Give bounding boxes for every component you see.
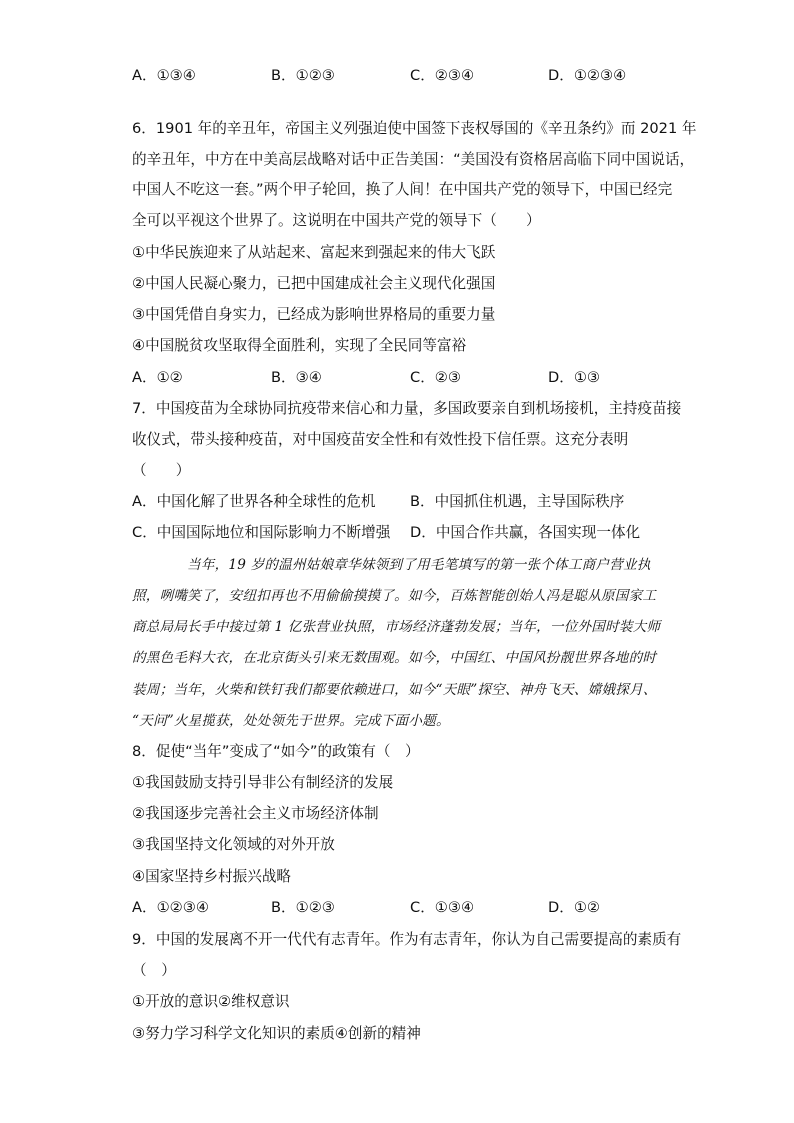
q6-option-a: A．①② [132, 369, 183, 386]
q7-option-b: B．中国抓住机遇，主导国际秩序 [410, 493, 625, 510]
q6-option-b: B．③④ [271, 369, 322, 386]
q6-item: ④中国脱贫攻坚取得全面胜利，实现了全民同等富裕 [132, 337, 467, 354]
q8-option-d: D．①② [548, 899, 600, 916]
q9-item: ①开放的意识②维权意识 [132, 993, 290, 1010]
q7-option-d: D．中国合作共赢，各国实现一体化 [410, 524, 641, 541]
q8-option-b: B．①②③ [271, 899, 335, 916]
q6-stem-line: 6．1901 年的辛丑年，帝国主义列强迫使中国签下丧权辱国的《辛丑条约》而 2021 年 [132, 120, 697, 137]
q6-stem-line: 中国人不吃这一套。”两个甲子轮回，换了人间！在中国共产党的领导下，中国已经完 [132, 181, 673, 198]
q5-option-b: B．①②③ [271, 67, 335, 84]
q5-option-c: C．②③④ [410, 67, 475, 84]
passage-line: 当年，19 岁的温州姑娘章华妹领到了用毛笔填写的第一张个体工商户营业执 [187, 557, 651, 573]
q8-item: ①我国鼓励支持引导非公有制经济的发展 [132, 774, 394, 791]
passage-line: “天问”火星揽获，处处领先于世界。完成下面小题。 [132, 713, 450, 729]
q8-stem: 8．促使“当年”变成了“如今”的政策有（ ） [132, 743, 420, 760]
q7-option-c: C．中国国际地位和国际影响力不断增强 [132, 524, 391, 541]
q8-option-a: A．①②③④ [132, 899, 209, 916]
q9-stem-line: （ ） [132, 962, 176, 979]
q6-item: ③中国凭借自身实力，已经成为影响世界格局的重要力量 [132, 306, 496, 323]
passage-line: 商总局局长手中接过第 1 亿张营业执照，市场经济蓬勃发展；当年，一位外国时装大师 [132, 619, 661, 635]
q7-stem-line: （ ） [132, 462, 191, 479]
q7-option-a: A．中国化解了世界各种全球性的危机 [132, 493, 376, 510]
q9-stem-line: 9．中国的发展离不开一代代有志青年。作为有志青年，你认为自己需要提高的素质有 [132, 931, 682, 948]
q8-item: ④国家坚持乡村振兴战略 [132, 868, 292, 885]
passage-line: 装周；当年，火柴和铁钉我们都要依赖进口，如今“天眼”探空、神舟飞天、嫦娥探月、 [132, 682, 657, 698]
q6-item: ②中国人民凝心聚力，已把中国建成社会主义现代化强国 [132, 275, 496, 292]
q6-stem-line: 全可以平视这个世界了。这说明在中国共产党的领导下（ ） [132, 212, 541, 229]
q9-item: ③努力学习科学文化知识的素质④创新的精神 [132, 1025, 421, 1042]
passage-line: 的黑色毛料大衣，在北京街头引来无数围观。如今，中国红、中国风扮靓世界各地的时 [132, 650, 657, 666]
q6-stem-line: 的辛丑年，中方在中美高层战略对话中正告美国：“美国没有资格居高临下同中国说话， [132, 151, 695, 168]
q7-stem-line: 收仪式，带头接种疫苗，对中国疫苗安全性和有效性投下信任票。这充分表明 [132, 431, 629, 448]
q6-option-d: D．①③ [548, 369, 600, 386]
q6-option-c: C．②③ [410, 369, 461, 386]
q5-option-a: A．①③④ [132, 67, 196, 84]
q8-option-c: C．①③④ [410, 899, 475, 916]
q8-item: ②我国逐步完善社会主义市场经济体制 [132, 805, 379, 822]
q5-option-d: D．①②③④ [548, 67, 627, 84]
passage-line: 照，咧嘴笑了，安纽扣再也不用偷偷摸摸了。如今，百炼智能创始人冯是聪从原国家工 [132, 588, 657, 604]
q6-item: ①中华民族迎来了从站起来、富起来到强起来的伟大飞跃 [132, 244, 496, 261]
q8-item: ③我国坚持文化领域的对外开放 [132, 836, 335, 853]
q7-stem-line: 7．中国疫苗为全球协同抗疫带来信心和力量，多国政要亲自到机场接机，主持疫苗接 [132, 400, 682, 417]
